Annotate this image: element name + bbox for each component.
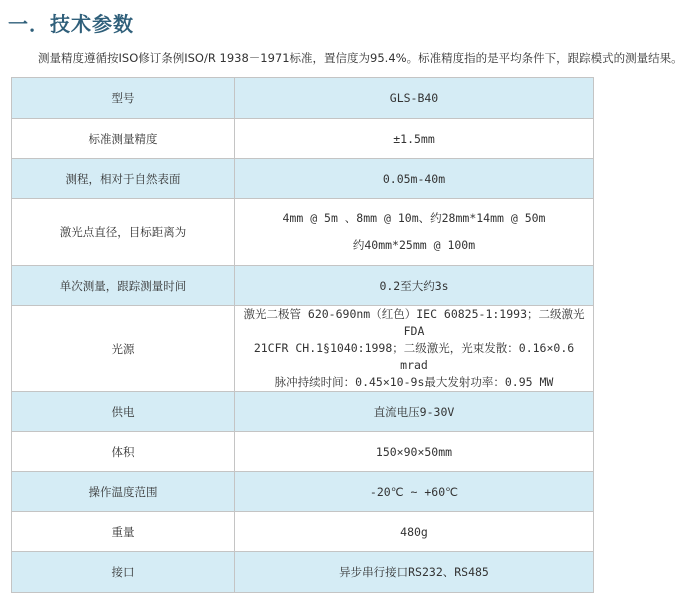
value-line: 激光二极管 620-690nm（红色）IEC 60825-1:1993；二级激光FDA <box>243 307 585 338</box>
row-value <box>235 306 594 392</box>
value-line: 脉冲持续时间：0.45×10-9s最大发射功率：0.95 MW <box>274 375 554 389</box>
row-value: 480g <box>235 512 594 552</box>
table-row <box>12 266 594 306</box>
value-line: 4mm @ 5m 、8mm @ 10m、约28mm*14mm @ 50m <box>282 211 546 225</box>
table-row <box>12 119 594 159</box>
row-label: 激光点直径，目标距离为 <box>12 199 235 266</box>
row-value: -20℃ ~ +60℃ <box>235 472 594 512</box>
spec-table <box>11 77 594 593</box>
intro-paragraph: 测量精度遵循按ISO修订条例ISO/R 1938－1971标准，置信度为95.4%。标准精度指的是平均条件下，跟踪模式的测量结果。 <box>38 51 683 65</box>
table-row <box>12 512 594 552</box>
row-label: 标准测量精度 <box>12 119 235 159</box>
row-value: ±1.5mm <box>235 119 594 159</box>
row-label: 型号 <box>12 78 235 119</box>
table-row <box>12 159 594 199</box>
row-label: 单次测量，跟踪测量时间 <box>12 266 235 306</box>
row-label: 供电 <box>12 392 235 432</box>
table-row <box>12 78 594 119</box>
row-label: 光源 <box>12 306 235 392</box>
row-value: GLS-B40 <box>235 78 594 119</box>
table-row <box>12 392 594 432</box>
row-value <box>235 199 594 266</box>
row-value: 0.2至大约3s <box>235 266 594 306</box>
row-value: 异步串行接口RS232、RS485 <box>235 552 594 593</box>
row-label: 操作温度范围 <box>12 472 235 512</box>
table-row <box>12 552 594 593</box>
table-row <box>12 306 594 392</box>
table-row <box>12 199 594 266</box>
row-value: 0.05m-40m <box>235 159 594 199</box>
table-row <box>12 432 594 472</box>
row-label: 测程，相对于自然表面 <box>12 159 235 199</box>
row-value: 直流电压9-30V <box>235 392 594 432</box>
table-row <box>12 472 594 512</box>
row-label: 重量 <box>12 512 235 552</box>
row-value: 150×90×50mm <box>235 432 594 472</box>
row-label: 体积 <box>12 432 235 472</box>
value-line: 约40mm*25mm @ 100m <box>352 238 476 252</box>
row-label: 接口 <box>12 552 235 593</box>
value-line: 21CFR CH.1§1040:1998；二级激光，光束发散：0.16×0.6 mrad <box>253 341 575 372</box>
section-heading: 一．技术参数 <box>8 12 134 36</box>
